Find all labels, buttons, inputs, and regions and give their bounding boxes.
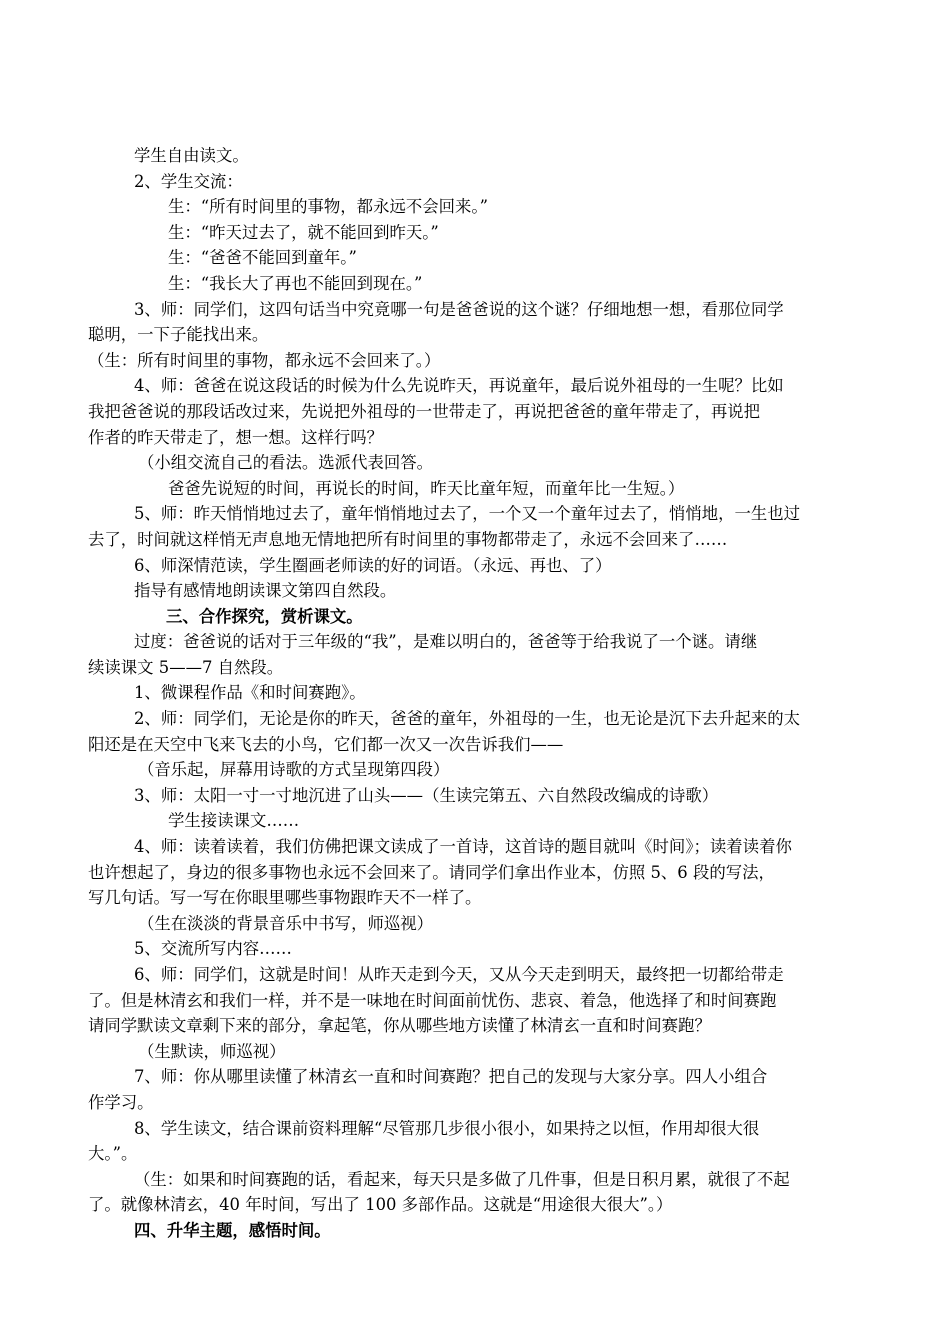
text-line: （生：如果和时间赛跑的话，看起来，每天只是多做了几件事，但是日积月累，就很了不起 <box>134 1169 790 1189</box>
text-line: 8、学生读文，结合课前资料理解“尽管那几步很小很小，如果持之以恒，作用却很大很 <box>134 1118 760 1138</box>
section-heading: 三、合作探究，赏析课文。 <box>166 606 363 626</box>
text-line: 4、师：读着读着，我们仿佛把课文读成了一首诗，这首诗的题目就叫《时间》；读着读着你 <box>134 837 792 857</box>
text-line: 学生接读课文…… <box>168 811 300 831</box>
text-line: 2、师：同学们，无论是你的昨天，爸爸的童年，外祖母的一生，也无论是沉下去升起来的太 <box>134 709 801 729</box>
text-line: （音乐起，屏幕用诗歌的方式呈现第四段） <box>138 760 450 780</box>
text-line: 大。”。 <box>88 1144 138 1164</box>
text-line: 了。但是林清玄和我们一样，并不是一味地在时间面前忧伤、悲哀、着急，他选择了和时间赛跑 <box>88 990 777 1010</box>
text-line: 3、师：太阳一寸一寸地沉进了山头——（生读完第五、六自然段改编成的诗歌） <box>134 785 719 805</box>
text-line: （小组交流自己的看法。选派代表回答。 <box>138 453 434 473</box>
text-line: 2、学生交流： <box>134 171 243 191</box>
text-line: 请同学默读文章剩下来的部分，拿起笔，你从哪些地方读懂了林清玄一直和时间赛跑？ <box>88 1016 711 1036</box>
text-line: 生：“昨天过去了，就不能回到昨天。” <box>168 222 439 242</box>
text-line: 6、师深情范读，学生圈画老师读的好的词语。（永远、再也、了） <box>134 555 612 575</box>
text-line: 5、师：昨天悄悄地过去了，童年悄悄地过去了，一个又一个童年过去了，悄悄地，一生也过 <box>134 504 801 524</box>
text-line: 1、微课程作品《和时间赛跑》。 <box>134 683 366 703</box>
text-line: 4、师：爸爸在说这段话的时候为什么先说昨天，再说童年，最后说外祖母的一生呢？比如 <box>134 376 784 396</box>
text-line: 阳还是在天空中飞来飞去的小鸟，它们都一次又一次告诉我们—— <box>88 734 564 754</box>
text-line: （生：所有时间里的事物，都永远不会回来了。） <box>88 350 441 370</box>
text-line: 写几句话。写一写在你眼里哪些事物跟昨天不一样了。 <box>88 888 482 908</box>
text-line: 了。就像林清玄，40 年时间，写出了 100 多部作品。这就是“用途很大很大”。） <box>88 1195 673 1215</box>
text-line: 5、交流所写内容…… <box>134 939 292 959</box>
text-line: 过度：爸爸说的话对于三年级的“我”，是难以明白的，爸爸等于给我说了一个谜。请继 <box>134 632 758 652</box>
text-line: 作者的昨天带走了，想一想。这样行吗？ <box>88 427 384 447</box>
text-line: 也许想起了，身边的很多事物也永远不会回来了。请同学们拿出作业本，仿照 5、6 段的写法， <box>88 862 775 882</box>
text-line: 生：“所有时间里的事物，都永远不会回来。” <box>168 197 488 217</box>
text-line: 生：“爸爸不能回到童年。” <box>168 248 357 268</box>
document-body <box>88 143 868 1244</box>
text-line: 学生自由读文。 <box>134 146 249 165</box>
text-line: 聪明，一下子能找出来。 <box>88 325 269 345</box>
text-line: 爸爸先说短的时间，再说长的时间，昨天比童年短，而童年比一生短。） <box>168 478 685 498</box>
text-line: 作学习。 <box>88 1092 154 1112</box>
text-line: 我把爸爸说的那段话改过来，先说把外祖母的一世带走了，再说把爸爸的童年带走了，再说把 <box>88 401 761 421</box>
text-line: 3、师：同学们，这四句话当中究竟哪一句是爸爸说的这个谜？仔细地想一想，看那位同学 <box>134 299 784 319</box>
text-line: 7、师：你从哪里读懂了林清玄一直和时间赛跑？把自己的发现与大家分享。四人小组合 <box>134 1067 768 1087</box>
text-line: 续读课文 5——7 自然段。 <box>88 657 284 677</box>
text-line: 去了，时间就这样悄无声息地无情地把所有时间里的事物都带走了，永远不会回来了…… <box>88 529 728 549</box>
text-line: 指导有感情地朗读课文第四自然段。 <box>134 581 397 601</box>
text-line: （生在淡淡的背景音乐中书写，师巡视） <box>138 913 434 933</box>
text-line: 6、师：同学们，这就是时间！从昨天走到今天，又从今天走到明天，最终把一切都给带走 <box>134 965 784 984</box>
section-heading: 四、升华主题，感悟时间。 <box>134 1220 331 1240</box>
text-line: 生：“我长大了再也不能回到现在。” <box>168 273 423 293</box>
text-line: （生默读，师巡视） <box>138 1041 286 1061</box>
